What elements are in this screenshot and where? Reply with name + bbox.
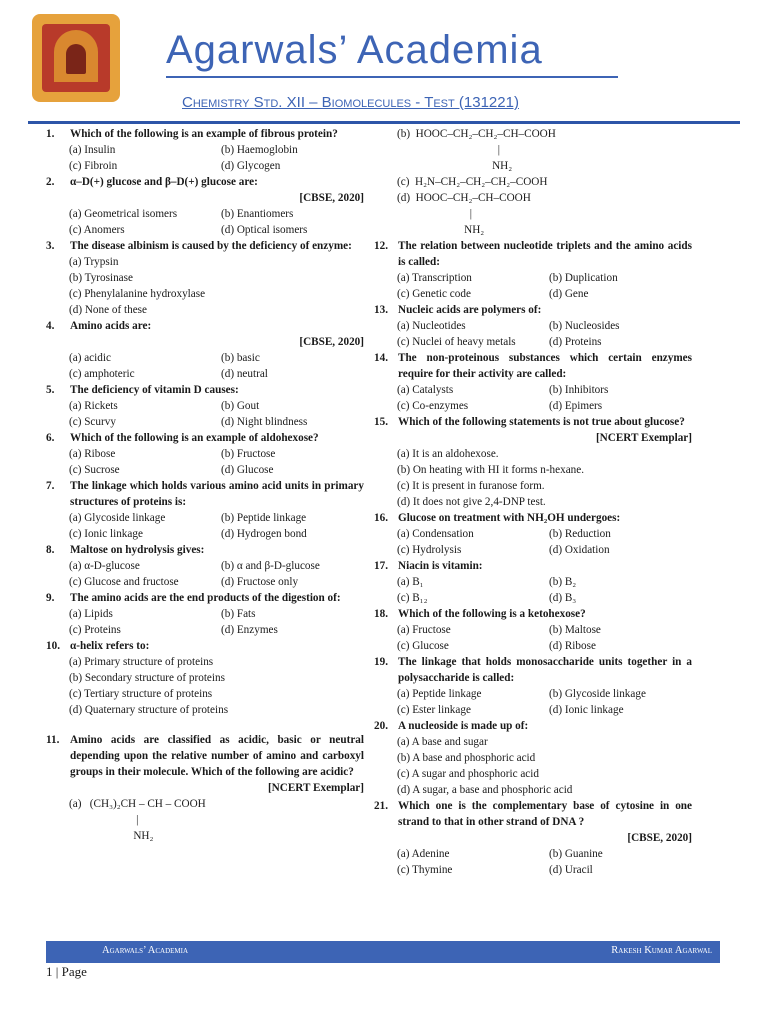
source-tag: [NCERT Exemplar] [595,432,692,444]
option: (a) α-D-glucose [69,560,140,572]
question-stem: α-helix refers to: [70,640,150,652]
question-stem: The deficiency of vitamin D causes: [70,384,239,396]
option: (d) Enzymes [221,624,278,636]
left-column [46,126,364,844]
option: (a) Catalysts [397,384,454,396]
question-stem: The linkage which holds various amino acid units in primary structures of proteins is: [70,480,364,508]
question-block [46,238,364,318]
option: (d) Glycogen [221,160,281,172]
option: (b) α and β-D-glucose [221,560,320,572]
option: (a) Geometrical isomers [69,208,178,220]
option: (c) Ionic linkage [69,528,143,540]
option: (b) Enantiomers [221,208,294,220]
options-list [374,686,692,718]
test-subtitle: Chemistry Std. XII – Biomolecules - Test (131221) [182,94,519,111]
option: (d) Proteins [549,336,602,348]
logo-figure [66,44,86,74]
question-block [374,302,692,350]
question-block [374,126,692,238]
question-text [46,126,364,142]
question-block [374,718,692,798]
question-stem: Glucose on treatment with NH₂OH undergoes: [398,512,621,524]
question-stem: Which of the following is a ketohexose? [398,608,586,620]
option: (a) A base and sugar [397,736,488,748]
options-list [46,142,364,174]
question-block [46,590,364,638]
chem-formula-line: | [397,144,500,156]
question-text [46,638,364,654]
question-stem: The linkage that holds monosaccharide units together in a polysaccharide is called: [398,656,692,684]
source-tag: [CBSE, 2020] [299,336,364,348]
question-block [46,318,364,382]
question-text [374,238,692,270]
options-list [374,270,692,302]
question-stem: Niacin is vitamin: [398,560,483,572]
question-text [46,382,364,398]
question-block [46,478,364,542]
academy-logo [32,14,120,102]
question-stem: A nucleoside is made up of: [398,720,529,732]
question-number: 15. [374,416,388,428]
option: (c) Thymine [397,864,453,876]
question-text [374,414,692,430]
option: (b) Duplication [549,272,618,284]
question-stem: Which of the following statements is not true about glucose? [398,416,685,428]
question-text [46,478,364,510]
question-text [46,238,364,254]
option: (d) Oxidation [549,544,610,556]
question-block [374,558,692,606]
options-list [46,350,364,382]
option: (b) Maltose [549,624,601,636]
options-list [46,558,364,590]
option: (c) A sugar and phosphoric acid [397,768,539,780]
option: (a) Rickets [69,400,118,412]
question-number: 9. [46,592,55,604]
options-list [46,446,364,478]
option: (c) Tertiary structure of proteins [69,688,213,700]
option: (d) A sugar, a base and phosphoric acid [397,784,573,796]
question-number: 7. [46,480,55,492]
option: (d) Ionic linkage [549,704,624,716]
option: (b) Reduction [549,528,611,540]
option: (b) Glycoside linkage [549,688,646,700]
question-text [374,510,692,526]
academy-title: Agarwals’ Academia [166,28,543,72]
question-number: 8. [46,544,55,556]
question-number: 10. [46,640,60,652]
question-number: 3. [46,240,55,252]
question-number: 19. [374,656,388,668]
options-list [46,510,364,542]
question-stem: Maltose on hydrolysis gives: [70,544,205,556]
title-underline [166,76,618,78]
option: (c) Glucose [397,640,449,652]
option: (d) It does not give 2,4-DNP test. [397,496,546,508]
chem-formula-line: (c) H₂N–CH₂–CH₂–CH₂–COOH [397,176,548,188]
option: (a) Ribose [69,448,116,460]
option: (d) None of these [69,304,147,316]
question-block [374,414,692,510]
question-number: 5. [46,384,55,396]
question-block [374,350,692,414]
option: (a) Condensation [397,528,474,540]
question-text [374,798,692,830]
option: (b) Secondary structure of proteins [69,672,225,684]
options-list [374,382,692,414]
question-block [46,732,364,844]
question-block [374,798,692,878]
option: (c) amphoteric [69,368,135,380]
options-list [374,574,692,606]
options-list [374,734,692,798]
question-text [374,302,692,318]
option: (b) Guanine [549,848,603,860]
option: (d) Uracil [549,864,593,876]
option: (c) B₁₂ [397,592,428,604]
chem-formula-line: | [397,208,472,220]
question-block [374,510,692,558]
question-text [46,430,364,446]
option: (d) B₃ [549,592,577,604]
option: (b) Gout [221,400,260,412]
question-number: 6. [46,432,55,444]
question-text [46,174,364,190]
option: (c) Nuclei of heavy metals [397,336,516,348]
option: (a) Primary structure of proteins [69,656,214,668]
question-text [374,558,692,574]
question-stem: Amino acids are: [70,320,152,332]
option: (c) Hydrolysis [397,544,462,556]
question-text [46,318,364,334]
option: (a) Trypsin [69,256,119,268]
question-block [374,238,692,302]
option: (b) A base and phosphoric acid [397,752,536,764]
question-block [46,382,364,430]
option: (c) Proteins [69,624,121,636]
options-list [374,622,692,654]
question-text [374,718,692,734]
question-number: 21. [374,800,388,812]
option: (b) basic [221,352,260,364]
option: (b) Peptide linkage [221,512,307,524]
options-list [46,206,364,238]
options-list [374,446,692,510]
question-text [374,350,692,382]
question-number: 4. [46,320,55,332]
option: (d) neutral [221,368,268,380]
option: (c) Sucrose [69,464,120,476]
question-stem: The amino acids are the end products of the digestion of: [70,592,341,604]
option: (a) acidic [69,352,111,364]
question-stem: Which one is the complementary base of cytosine in one strand to that in other strand of DNA ? [398,800,692,828]
options-list [46,254,364,318]
question-number: 13. [374,304,388,316]
chem-formula-line: NH₂ [69,830,154,842]
question-number: 14. [374,352,388,364]
option: (d) Quaternary structure of proteins [69,704,229,716]
question-block [46,430,364,478]
question-stem: α–D(+) glucose and β–D(+) glucose are: [70,176,258,188]
question-number: 1. [46,128,55,140]
page-number: 1 | Page [46,964,87,979]
question-block [46,542,364,590]
options-list [46,654,364,718]
question-number: 20. [374,720,388,732]
question-block [374,654,692,718]
question-number: 16. [374,512,388,524]
option: (c) Glucose and fructose [69,576,179,588]
question-stem: Nucleic acids are polymers of: [398,304,542,316]
option: (d) Epimers [549,400,603,412]
option: (a) B₁ [397,576,424,588]
option: (a) It is an aldohexose. [397,448,499,460]
question-text [46,732,364,780]
footer-bar [46,941,720,963]
source-tag: [NCERT Exemplar] [267,782,364,794]
option: (d) Night blindness [221,416,308,428]
question-block [46,174,364,238]
header-divider [28,121,740,124]
option: (d) Fructose only [221,576,299,588]
question-number: 12. [374,240,388,252]
option: (c) Ester linkage [397,704,471,716]
option: (b) Haemoglobin [221,144,298,156]
option: (c) It is present in furanose form. [397,480,545,492]
question-text [46,542,364,558]
question-number: 17. [374,560,388,572]
option: (c) Genetic code [397,288,471,300]
option: (a) Nucleotides [397,320,466,332]
question-stem: The non-proteinous substances which certain enzymes require for their activity are called: [398,352,692,380]
option: (a) Peptide linkage [397,688,482,700]
chem-formula-line: NH₂ [397,160,513,172]
option: (d) Glucose [221,464,274,476]
question-number: 2. [46,176,55,188]
option: (c) Co-enzymes [397,400,469,412]
option: (c) Phenylalanine hydroxylase [69,288,206,300]
question-stem: The relation between nucleotide triplets and the amino acids is called: [398,240,692,268]
question-block [374,606,692,654]
question-text [374,606,692,622]
question-stem: The disease albinism is caused by the deficiency of enzyme: [70,240,352,252]
options-list [46,398,364,430]
question-text [374,654,692,686]
options-list [46,606,364,638]
options-list [374,318,692,350]
footer-author-name: Rakesh Kumar Agarwal [611,945,712,956]
right-column [374,126,692,878]
option: (b) Inhibitors [549,384,609,396]
question-stem: Which of the following is an example of fibrous protein? [70,128,338,140]
option: (b) Tyrosinase [69,272,133,284]
option: (d) Gene [549,288,589,300]
chem-formula-line: NH₂ [397,224,485,236]
option: (d) Hydrogen bond [221,528,307,540]
option: (a) Fructose [397,624,451,636]
option: (b) Nucleosides [549,320,620,332]
option: (a) Adenine [397,848,450,860]
option: (b) On heating with HI it forms n-hexane. [397,464,585,476]
question-block [46,638,364,718]
footer-academy-name: Agarwals’ Academia [102,945,189,956]
option: (a) Insulin [69,144,116,156]
question-number: 11. [46,734,60,746]
option: (d) Optical isomers [221,224,308,236]
source-tag: [CBSE, 2020] [627,832,692,844]
options-list [374,526,692,558]
option: (c) Anomers [69,224,125,236]
option: (a) Lipids [69,608,113,620]
question-stem: Which of the following is an example of aldohexose? [70,432,319,444]
chem-formula-line: (b) HOOC–CH₂–CH₂–CH–COOH [397,128,556,140]
question-stem: Amino acids are classified as acidic, basic or neutral depending upon the relative number of amino and carboxyl groups in their molecule. Which of the following are acidic? [70,734,364,778]
question-block [46,126,364,174]
question-text [46,590,364,606]
option: (a) Glycoside linkage [69,512,166,524]
chem-formula-line: (a) (CH₃)₂CH – CH – COOH [69,798,206,810]
option: (c) Scurvy [69,416,116,428]
option: (b) Fats [221,608,256,620]
option: (d) Ribose [549,640,596,652]
source-tag: [CBSE, 2020] [299,192,364,204]
options-list [374,846,692,878]
chem-formula-line: (d) HOOC–CH₂–CH–COOH [397,192,531,204]
option: (b) B₂ [549,576,577,588]
question-number: 18. [374,608,388,620]
option: (c) Fibroin [69,160,118,172]
option: (b) Fructose [221,448,276,460]
option: (a) Transcription [397,272,472,284]
chem-formula-line: | [69,814,139,826]
